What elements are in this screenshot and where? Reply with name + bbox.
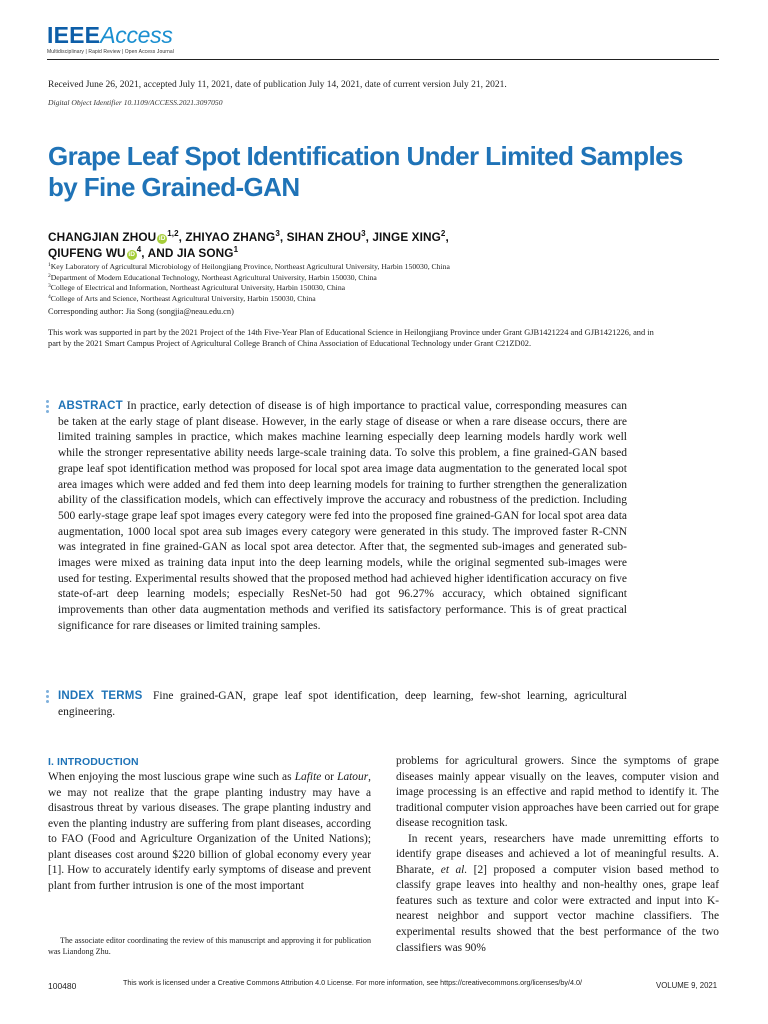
affiliation: $^1$Key Laboratory of Agricultural Microbiology of Heilongjiang Province, Northeast Agricultural University, Harbin 150030, China	[48, 262, 450, 271]
intro-right-column	[396, 754, 719, 956]
paragraph: problems for agricultural growers. Since the symptoms of grape diseases mainly appear visually on the leaves, computer vision and image processing is an effective and rapid method to identify it. The traditional computer vision approaches have been carried out for grape disease recognition task.	[396, 755, 719, 830]
header-rule	[47, 59, 719, 60]
page-number: 100480	[48, 981, 77, 991]
license-note[interactable]: This work is licensed under a Creative Commons Attribution 4.0 License. For more information, see https://creativecommons.org/licenses/by/4.0/	[123, 978, 583, 987]
orcid-icon[interactable]: iD	[128, 251, 136, 258]
intro-left-column: When enjoying the most luscious grape wine such as Lafite or Latour, we may not realize that the grape planting industry may have a disastrous threat by various diseases. The grape planting industry and even the planting industry are suffering from plant diseases, according to FAO (Food and Agriculture Organization of the United Nations); plant diseases cost around $220 billion of global economy every year [1]. How to accurately identify early symptoms of disease and prevent plant from further intrusion is one of the most important	[48, 771, 371, 892]
index-terms	[58, 689, 627, 720]
volume-info: VOLUME 9, 2021	[656, 981, 718, 990]
corresponding-author: Corresponding author: Jia Song (songjia@neau.edu.cn)	[48, 307, 234, 316]
author-list	[48, 229, 568, 261]
received-dates: Received June 26, 2021, accepted July 11, 2021, date of publication July 14, 2021, date of current version July 21, 2021.	[48, 80, 507, 90]
abstract-text: In practice, early detection of disease is of high importance to practical value, corresponding measures can be taken at the early stage of plant disease. However, in the early stage of disease or when a rare disease occurs, there are limited training samples in practice, which makes machine learning especially deep learning models hardly work well while the stronger representative ability needs large-scale training data. To solve this problem, a fine grained-GAN based grape leaf spot identification method was proposed for local spot area image data augmentation to the generated local spot area images which were added and fed them into deep learning models for training to further strengthen the generalization ability of the classification models, which can effectively improve the accuracy and robustness of the prediction. Including 500 early-stage grape leaf spot images every category were fed into the proposed fine grained-GAN for local spot area data augmentation, 1000 local spot area sub images every category were generated in this study. The improved faster R-CNN was integrated in fine grained-GAN as local spot area detector. After that, the segmented sub-images and generated sub-images were mixed as training data input into the deep learning models, while the original segmented sub-images were used for testing. Experimental results showed that the proposed method had achieved higher identification accuracy on five state-of-art deep learning models; especially ResNet-50 had got 96.27% accuracy, which obtained significant improvements than other data augmentation methods and verified its satisfactory performance. This is of great practical significance for rare diseases or limited training samples.	[58, 400, 627, 632]
affiliation: $^2$Department of Modern Educational Technology, Northeast Agricultural University, Harbin 150030, China	[48, 272, 377, 282]
author: SIHAN ZHOU$^3$,	[286, 229, 373, 244]
author: QIUFENG WU $iD^4$,	[48, 245, 148, 260]
abstract	[58, 399, 627, 635]
author: AND JIA SONG$^1$	[147, 245, 239, 260]
affiliation: $^4$College of Arts and Science, Northeast Agricultural University, Harbin 150030, China	[48, 293, 316, 303]
index-terms-marker	[46, 690, 50, 705]
orcid-icon[interactable]: iD	[158, 235, 166, 242]
index-terms-text: Fine grained-GAN, grape leaf spot identification, deep learning, few-shot learning, agricultural engineering.	[58, 690, 628, 718]
section-heading: I. INTRODUCTION	[48, 756, 139, 768]
author: ZHIYAO ZHANG$^3$,	[185, 229, 287, 244]
logo-wordmark: IEEEAccess	[47, 22, 173, 48]
paragraph: In recent years, researchers have made unremitting efforts to identify grape diseases and achieved a lot of meaningful results. A. Bharate, et al. [2] proposed a computer vision based method to classify grape leaves into healthy and non-healthy ones, grape leaf features such as texture and color were extracted and input into K-nearest neighbor and support vector machine classifiers. The experimental results showed that the best performance of the two classifiers was 90%	[396, 832, 720, 954]
doi: Digital Object Identifier 10.1109/ACCESS.2021.3097050	[48, 98, 223, 107]
abstract-label: ABSTRACT	[58, 400, 123, 412]
journal-logo	[47, 22, 174, 55]
author: JINGE XING$^2$,	[372, 229, 449, 244]
funding-note: This work was supported in part by the 2021 Project of the 14th Five-Year Plan of Educational Science in Heilongjiang Province under Grant GJB1421224 and GJB1421226, and in part by the 2021 Smart Campus Project of Agricultural College Branch of China Association of Educational Technology under Grant C21ZD02.	[48, 328, 654, 348]
index-terms-label: INDEX TERMS	[58, 690, 143, 702]
affiliation: $^3$College of Electrical and Information, Northeast Agricultural University, Harbin 150030, China	[48, 283, 346, 292]
affiliations	[48, 262, 450, 304]
author: CHANGJIAN ZHOU iD$^{1,2}$,	[48, 229, 186, 244]
paper-title: Grape Leaf Spot Identification Under Limited Samples by Fine Grained-GAN	[48, 141, 683, 202]
editor-footnote: The associate editor coordinating the review of this manuscript and approving it for publication was Liandong Zhu.	[48, 936, 371, 956]
abstract-marker	[46, 400, 50, 415]
logo-tagline: Multidisciplinary | Rapid Review | Open Access Journal	[47, 49, 174, 55]
